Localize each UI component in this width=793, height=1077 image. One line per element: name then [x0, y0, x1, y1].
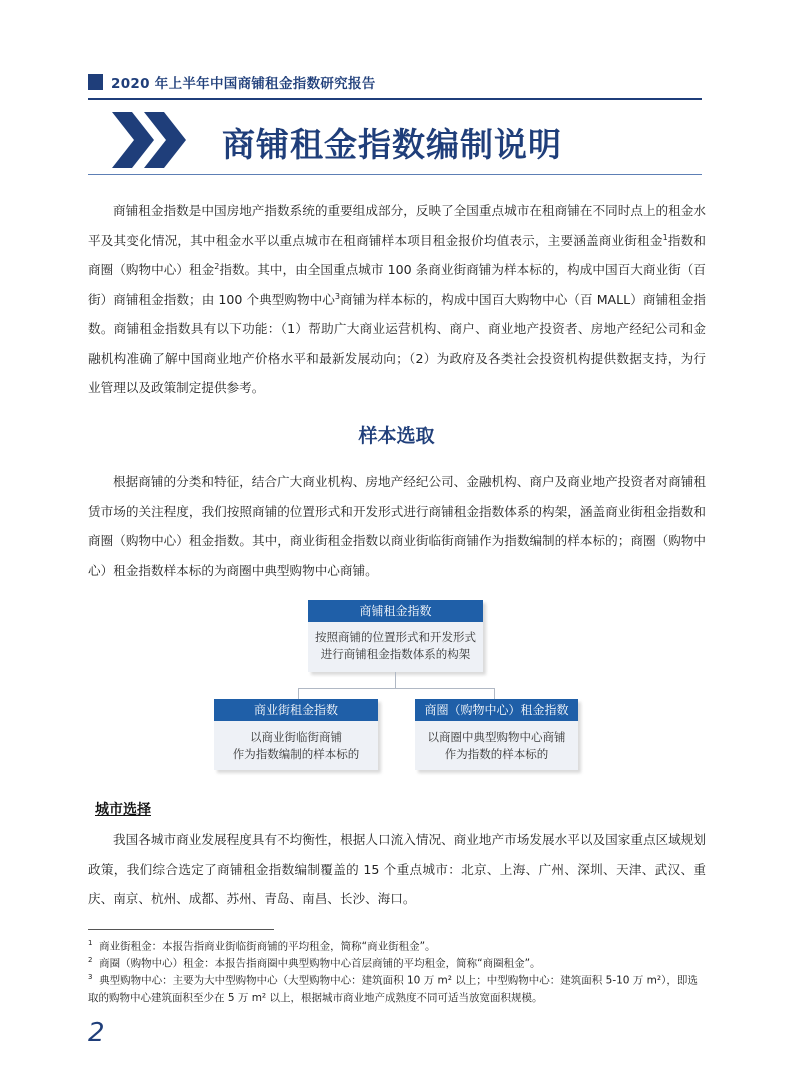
diagram-left-line1: 以商业街临街商铺: [250, 730, 342, 744]
diagram-left-title: 商业街租金指数: [214, 699, 378, 721]
footnote-1: $^1$ 商业街租金：本报告指商业街临街商铺的平均租金，简称“商业街租金”。: [88, 939, 436, 953]
city-paragraph: 我国各城市商业发展程度具有不均衡性，根据人口流入情况、商业地产市场发展水平以及国家重点区域规划政策，我们综合选定了商铺租金指数编制覆盖的 15 个重点城市：北京、上海、广州、深圳、天津、武汉、重庆、南京、杭州、成都、苏州、青岛、南昌、长沙、海口。: [88, 832, 706, 906]
intro-paragraph: 商铺租金指数是中国房地产指数系统的重要组成部分，反映了全国重点城市在租商铺在不同时点上的租金水平及其变化情况，其中租金水平以重点城市在租商铺样本项目租金报价均值表示，主要涵盖商业街租金$^1$指数和商圈（购物中心）租金$^2$指数。其中，由全国重点城市 100 条商业街商铺为样本标的，构成中国百大商业街（百街）商铺租金指数；由 100 个典型购物中心$^3$商铺为样本标的，构成中国百大购物中心（百 MALL）商铺租金指数。商铺租金指数具有以下功能：（1）帮助广大商业运营机构、商户、商业地产投资者、房地产经纪公司和金融机构准确了解中国商业地产价格水平和最新发展动向；（2）为政府及各类社会投资机构提供数据支持，为行业管理以及政策制定提供参考。: [88, 203, 707, 395]
footnote-ref: 3: [334, 291, 340, 301]
footnote-2: $^2$ 商圈（购物中心）租金：本报告指商圈中典型购物中心首层商铺的平均租金，简称“商圈租金”。: [88, 956, 541, 970]
page-number: 2: [88, 1018, 105, 1048]
diagram-connector: [395, 672, 396, 688]
footnote-ref: 2: [214, 261, 220, 271]
double-chevron-icon: [112, 112, 192, 168]
header-divider: [88, 98, 702, 100]
report-header: [88, 72, 376, 92]
header-square-icon: [88, 74, 103, 90]
footnote-ref: 1: [662, 232, 668, 242]
diagram-connector: [298, 688, 495, 689]
footnote-3: $^3$ 典型购物中心：主要为大中型购物中心（大型购物中心：建筑面积 10 万 m² 以上；中型购物中心：建筑面积 5-10 万 m²），即选取的购物中心建筑面积至少在 5 万 m² 以上，根据城市商业地产成熟度不同可适当放宽面积规模。: [88, 973, 698, 1004]
diagram-right-box: [415, 699, 578, 770]
title-divider: [88, 174, 702, 175]
diagram-root-title: 商铺租金指数: [308, 600, 483, 622]
diagram-root-box: [308, 600, 483, 672]
diagram-right-title: 商圈（购物中心）租金指数: [415, 699, 578, 721]
diagram-left-line2: 作为指数编制的样本标的: [232, 747, 360, 761]
diagram-root-line2: 进行商铺租金指数体系的构架: [320, 647, 471, 661]
section-title-city: 城市选择: [95, 802, 151, 818]
diagram-right-line1: 以商圈中典型购物中心商铺: [427, 730, 566, 744]
diagram-left-box: [214, 699, 378, 770]
diagram-right-line2: 作为指数的样本标的: [444, 747, 549, 761]
diagram-root-line1: 按照商铺的位置形式和开发形式: [315, 630, 476, 644]
report-title: 2020 年上半年中国商铺租金指数研究报告: [111, 76, 376, 92]
page-title: 商铺租金指数编制说明: [222, 125, 562, 164]
footnote-divider: [88, 929, 274, 930]
section-title-sample: 样本选取: [358, 425, 435, 447]
sample-paragraph: 根据商铺的分类和特征，结合广大商业机构、房地产经纪公司、金融机构、商户及商业地产投资者对商铺租赁市场的关注程度，我们按照商铺的位置形式和开发形式进行商铺租金指数体系的构架，涵盖商业街租金指数和商圈（购物中心）租金指数。其中，商业街租金指数以商业街临街商铺作为指数编制的样本标的；商圈（购物中心）租金指数样本标的为商圈中典型购物中心商铺。: [88, 474, 706, 578]
